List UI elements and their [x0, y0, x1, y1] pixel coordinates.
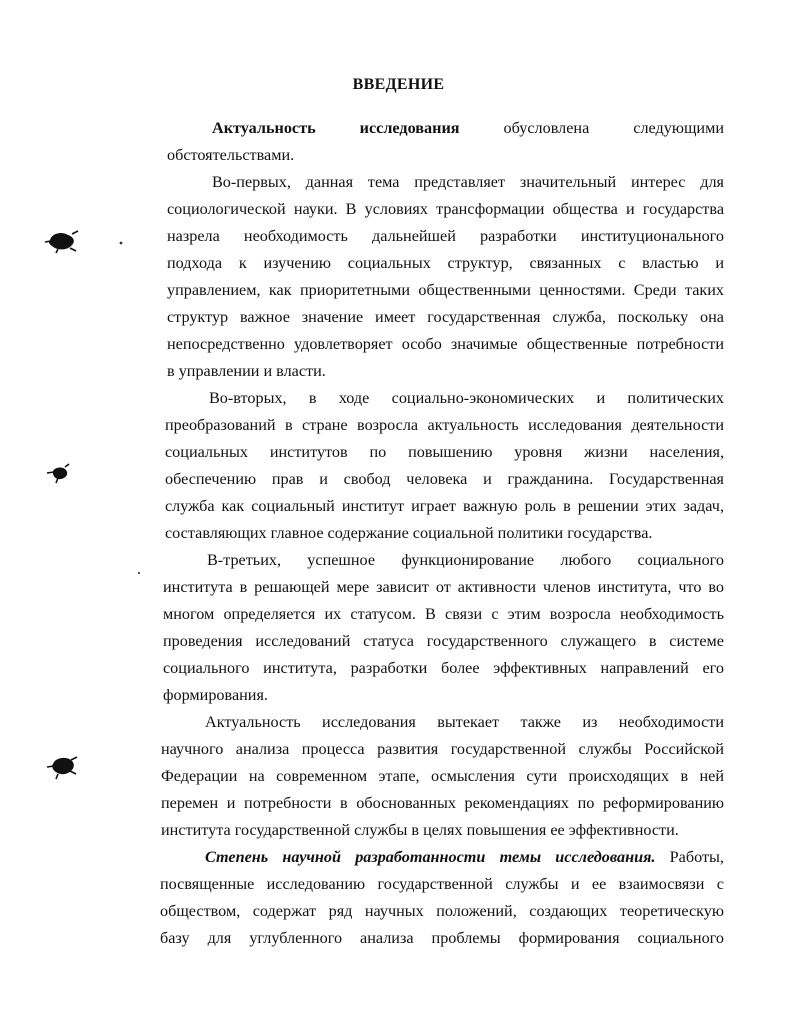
text-line: [163, 604, 724, 624]
page-title: ВВЕДЕНИЕ: [352, 76, 445, 93]
text-segment: структур важное значение имеет государственная служба, поскольку она: [167, 308, 724, 326]
text-segment: служба как социальный институт играет важную роль в решении этих задач,: [165, 497, 724, 515]
text-segment: обусловлена следующими: [459, 119, 724, 137]
binding-hole-blot: [44, 228, 80, 254]
text-segment: подхода к изучению социальных структур, связанных с властью и: [167, 254, 724, 272]
text-segment: Актуальность исследования: [212, 119, 460, 137]
text-line: [167, 334, 724, 354]
text-line: [207, 550, 724, 570]
text-segment: научного анализа процесса развития государственной службы Российской: [161, 740, 724, 758]
text-line: [161, 793, 724, 813]
text-line: [167, 253, 724, 273]
text-line: [163, 685, 268, 705]
text-segment: Актуальность исследования вытекает также из необходимости: [205, 713, 724, 731]
text-line: [205, 712, 724, 732]
text-segment: социального института, разработки более эффективных направлений его: [163, 659, 724, 677]
text-line: [167, 280, 724, 300]
text-segment: формирования.: [163, 686, 268, 704]
text-segment: преобразований в стране возросла актуальность исследования деятельности: [165, 416, 724, 434]
text-segment: социальных институтов по повышению уровня жизни населения,: [165, 443, 724, 461]
text-line: [167, 199, 724, 219]
binding-hole-blot: [46, 752, 80, 780]
text-segment: базу для углубленного анализа проблемы формирования социального: [160, 929, 724, 947]
text-segment: управлением, как приоритетными общественными ценностями. Среди таких: [167, 281, 724, 299]
text-segment: составляющих главное содержание социальной политики государства.: [165, 524, 653, 542]
text-segment: В-третьих, успешное функционирование любого социального: [207, 551, 724, 569]
text-segment: обстоятельствами.: [167, 146, 295, 164]
text-line: [165, 496, 724, 516]
text-segment: многом определяется их статусом. В связи с этим возросла необходимость: [163, 605, 724, 623]
speck: [136, 570, 142, 576]
text-line: [167, 226, 724, 246]
text-line: [161, 739, 724, 759]
binding-hole-blot: [46, 462, 72, 484]
text-line: [212, 172, 724, 192]
text-segment: посвященные исследованию государственной службы и ее взаимосвязи с: [160, 875, 724, 893]
text-line: [161, 766, 724, 786]
text-line: [165, 469, 724, 489]
text-segment: института государственной службы в целях повышения ее эффективности.: [161, 821, 679, 839]
text-line: [205, 847, 724, 867]
text-line: [160, 901, 724, 921]
text-line: [209, 388, 724, 408]
text-line: [160, 874, 724, 894]
text-segment: института в решающей мере зависит от активности членов института, что во: [163, 578, 724, 596]
text-segment: Степень научной разработанности темы исследования.: [205, 848, 656, 866]
text-segment: обеспечению прав и свобод человека и гражданина. Государственная: [165, 470, 724, 488]
text-segment: Работы,: [655, 848, 724, 866]
text-line: [165, 523, 652, 543]
text-segment: в управлении и власти.: [167, 362, 326, 380]
text-segment: проведения исследований статуса государственного служащего в системе: [163, 632, 724, 650]
text-line: [163, 658, 724, 678]
text-segment: перемен и потребности в обоснованных рекомендациях по реформированию: [161, 794, 724, 812]
text-segment: непосредственно удовлетворяет особо значимые общественные потребности: [167, 335, 724, 353]
text-line: [212, 118, 724, 138]
text-segment: Во-первых, данная тема представляет значительный интерес для: [212, 173, 724, 191]
speck: [118, 240, 124, 246]
text-line: [167, 361, 326, 381]
text-line: [161, 820, 679, 840]
text-segment: Во-вторых, в ходе социально-экономических и политических: [209, 389, 724, 407]
text-segment: Федерации на современном этапе, осмысления сути происходящих в ней: [161, 767, 724, 785]
text-line: [163, 577, 724, 597]
text-segment: назрела необходимость дальнейшей разработки институционального: [167, 227, 724, 245]
text-segment: обществом, содержат ряд научных положений, создающих теоретическую: [160, 902, 724, 920]
text-line: [163, 631, 724, 651]
text-line: [160, 928, 724, 948]
text-line: [167, 145, 294, 165]
text-line: [167, 307, 724, 327]
text-line: [165, 442, 724, 462]
text-line: [165, 415, 724, 435]
text-segment: социологической науки. В условиях трансформации общества и государства: [167, 200, 724, 218]
